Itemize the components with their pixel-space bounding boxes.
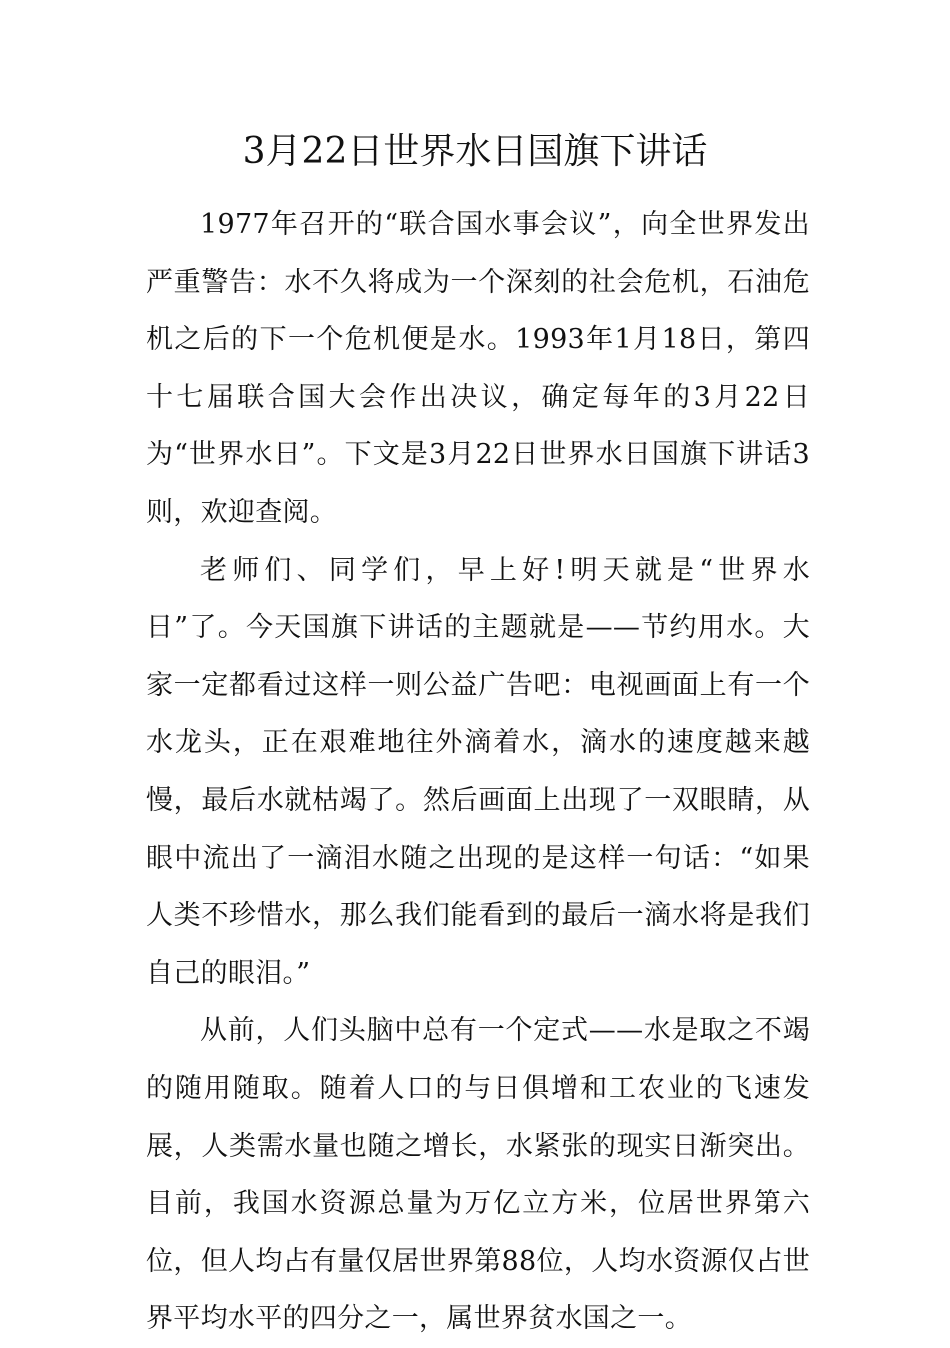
paragraph-greeting: 老师们、同学们，早上好!明天就是“世界水日”了。今天国旗下讲话的主题就是——节约用水。大家一定都看过这样一则公益广告吧：电视画面上有一个水龙头，正在艰难地往外滴着水，滴水的速度越来越慢，最后水就枯竭了。然后画面上出现了一双眼睛，从眼中流出了一滴泪水随之出现的是这样一句话：“如果人类不珍惜水，那么我们能看到的最后一滴水将是我们自己的眼泪。”	[146, 554, 810, 989]
paragraph-water-resources: 从前，人们头脑中总有一个定式——水是取之不竭的随用随取。随着人口的与日俱增和工农业的飞速发展，人类需水量也随之增长，水紧张的现实日渐突出。目前，我国水资源总量为万亿立方米，位居世界第六位，但人均占有量仅居世界第88位，人均水资源仅占世界平均水平的四分之一，属世界贫水国之一。	[146, 1015, 810, 1335]
document-title: 3月22日世界水日国旗下讲话	[242, 131, 708, 172]
paragraph-intro: 1977年召开的“联合国水事会议”，向全世界发出严重警告：水不久将成为一个深刻的社会危机，石油危机之后的下一个危机便是水。1993年1月18日，第四十七届联合国大会作出决议，确定每年的3月22日为“世界水日”。下文是3月22日世界水日国旗下讲话3则，欢迎查阅。	[146, 209, 810, 528]
document-body	[146, 196, 810, 1348]
